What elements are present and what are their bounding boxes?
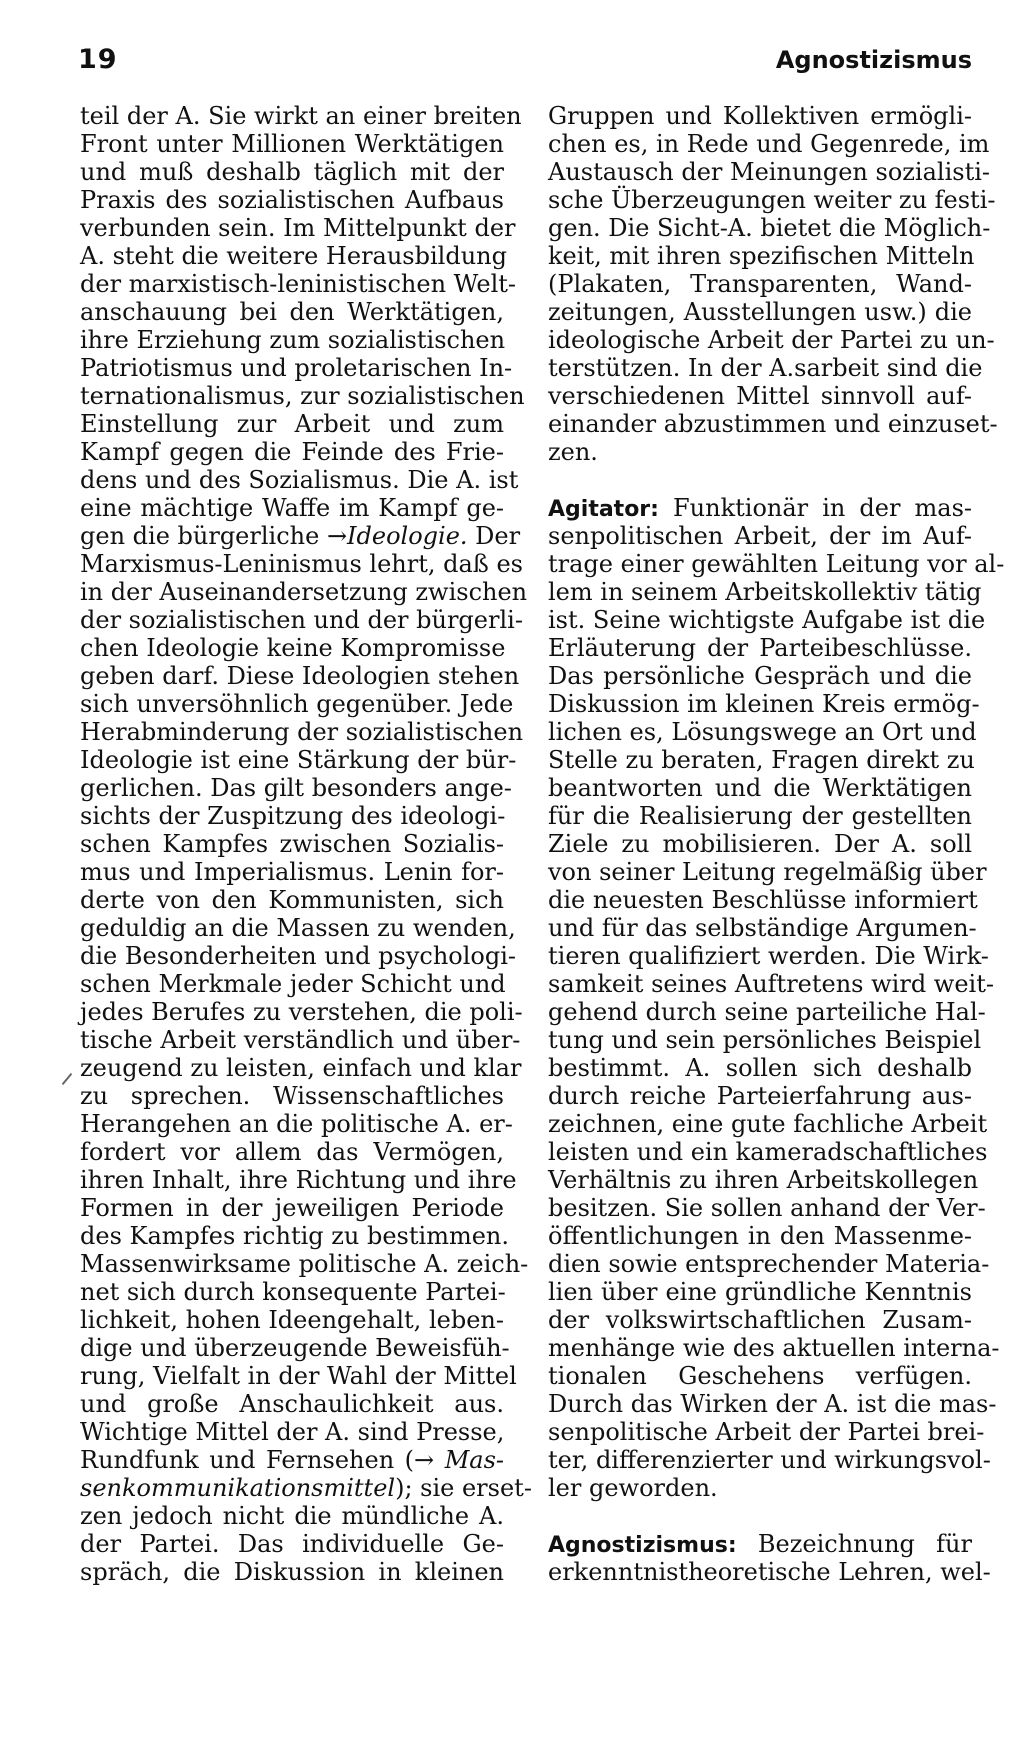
text-line: tung und sein persönliches Beispiel <box>548 1026 982 1054</box>
text-line: derte von den Kommunisten, sich <box>80 886 504 914</box>
text-line: Herabminderung der sozialistischen <box>80 718 524 746</box>
text-line: (Plakaten, Transparenten, Wand- <box>548 270 972 298</box>
entry-agnostizismus <box>548 1530 991 1586</box>
text-line: eine mächtige Waffe im Kampf ge- <box>80 494 504 522</box>
text-line: dien sowie entsprechender Materia- <box>548 1250 990 1278</box>
text-line: Verhältnis zu ihren Arbeitskollegen <box>548 1166 979 1194</box>
text-line: zen jedoch nicht die mündliche A. <box>80 1502 504 1530</box>
text-line: Erläuterung der Parteibeschlüsse. <box>548 634 972 662</box>
text-line: geben darf. Diese Ideologien stehen <box>80 662 520 690</box>
text-line: tische Arbeit verständlich und über- <box>80 1026 521 1054</box>
text-line: Praxis des sozialistischen Aufbaus <box>80 186 504 214</box>
text-line: die neuesten Beschlüsse informiert <box>548 886 978 914</box>
text-line: Formen in der jeweiligen Periode <box>80 1194 504 1222</box>
page-number: 19 <box>78 44 118 75</box>
text-line: lien über eine gründliche Kenntnis <box>548 1278 972 1306</box>
text-line: durch reiche Parteierfahrung aus- <box>548 1082 972 1110</box>
text-line: leisten und ein kameradschaftliches <box>548 1138 988 1166</box>
entry-first-line <box>548 1530 972 1558</box>
text-line: der sozialistischen und der bürgerli- <box>80 606 523 634</box>
text-line: Das persönliche Gespräch und die <box>548 662 972 690</box>
text-line: sche Überzeugungen weiter zu festi- <box>548 186 996 214</box>
text-line: der Partei. Das individuelle Ge- <box>80 1530 504 1558</box>
text-segment: ); sie erset- <box>395 1474 532 1502</box>
text-line: die Besonderheiten und psychologi- <box>80 942 517 970</box>
text-line: trage einer gewählten Leitung vor al- <box>548 550 1005 578</box>
text-line: schen Kampfes zwischen Sozialis- <box>80 830 504 858</box>
text-line: Kampf gegen die Feinde des Frie- <box>80 438 504 466</box>
text-line: erkenntnistheoretische Lehren, wel- <box>548 1558 991 1586</box>
text-line: dens und des Sozialismus. Die A. ist <box>80 466 519 494</box>
text-line: Front unter Millionen Werktätigen <box>80 130 504 158</box>
text-line: ihre Erziehung zum sozialistischen <box>80 326 506 354</box>
text-segment: gen die bürgerliche <box>80 522 327 550</box>
text-line: besitzen. Sie sollen anhand der Ver- <box>548 1194 986 1222</box>
text-line: mus und Imperialismus. Lenin for- <box>80 858 504 886</box>
text-line: zeichnen, eine gute fachliche Arbeit <box>548 1110 988 1138</box>
text-line: Einstellung zur Arbeit und zum <box>80 410 504 438</box>
text-line: ist. Seine wichtigste Aufgabe ist die <box>548 606 986 634</box>
text-line: zeitungen, Ausstellungen usw.) die <box>548 298 972 326</box>
text-line: tieren qualifiziert werden. Die Wirk- <box>548 942 989 970</box>
entry-gap <box>548 466 972 494</box>
text-line: verschiedenen Mittel sinnvoll auf- <box>548 382 972 410</box>
text-line: und muß deshalb täglich mit der <box>80 158 504 186</box>
text-line <box>80 1474 532 1502</box>
cross-reference-arrow: → <box>326 522 348 550</box>
text-line: geduldig an die Massen zu wenden, <box>80 914 516 942</box>
text-line: A. steht die weitere Herausbildung <box>80 242 507 270</box>
text-line: jedes Berufes zu verstehen, die poli- <box>80 998 523 1026</box>
entry-first-line-text: Bezeichnung für <box>736 1530 972 1558</box>
text-line: anschauung bei den Werktätigen, <box>80 298 504 326</box>
text-line: Diskussion im kleinen Kreis ermög- <box>548 690 980 718</box>
entry-agitator <box>548 494 1005 1502</box>
text-line: und für das selbständige Argumen- <box>548 914 977 942</box>
text-line: des Kampfes richtig zu bestimmen. <box>80 1222 509 1250</box>
text-line: teil der A. Sie wirkt an einer breiten <box>80 102 522 130</box>
text-line: Ziele zu mobilisieren. Der A. soll <box>548 830 972 858</box>
cross-reference-term: Ideologie. <box>347 522 468 550</box>
text-line: dige und überzeugende Beweisfüh- <box>80 1334 510 1362</box>
text-line: Herangehen an die politische A. er- <box>80 1110 513 1138</box>
text-line: chen Ideologie keine Kompromisse <box>80 634 506 662</box>
text-line: rung, Vielfalt in der Wahl der Mittel <box>80 1362 517 1390</box>
text-line: öffentlichungen in den Massenme- <box>548 1222 972 1250</box>
text-line <box>80 522 521 550</box>
right-column-intro <box>548 102 998 466</box>
text-line: zeugend zu leisten, einfach und klar <box>80 1054 522 1082</box>
text-line: lichen es, Lösungswege an Ort und <box>548 718 977 746</box>
text-line: sich unversöhnlich gegenüber. Jede <box>80 690 514 718</box>
text-line: samkeit seines Auftretens wird weit- <box>548 970 994 998</box>
text-line: menhänge wie des aktuellen interna- <box>548 1334 1000 1362</box>
text-line: senpolitische Arbeit der Partei brei- <box>548 1418 985 1446</box>
cross-reference-term: senkommunikationsmittel <box>80 1474 396 1502</box>
text-line: Wichtige Mittel der A. sind Presse, <box>80 1418 505 1446</box>
entry-body <box>548 522 1005 1502</box>
text-line: Marxismus-Leninismus lehrt, daß es <box>80 550 523 578</box>
text-line: ihren Inhalt, ihre Richtung und ihre <box>80 1166 517 1194</box>
text-line: gen. Die Sicht-A. bietet die Möglich- <box>548 214 991 242</box>
text-line: Massenwirksame politische A. zeich- <box>80 1250 529 1278</box>
text-line: bestimmt. A. sollen sich deshalb <box>548 1054 972 1082</box>
text-line: Durch das Wirken der A. ist die mas- <box>548 1390 997 1418</box>
text-line: verbunden sein. Im Mittelpunkt der <box>80 214 516 242</box>
text-line: Austausch der Meinungen sozialisti- <box>548 158 990 186</box>
text-line: lem in seinem Arbeitskollektiv tätig <box>548 578 982 606</box>
text-line: terstützen. In der A.sarbeit sind die <box>548 354 983 382</box>
entry-gap <box>548 1502 972 1530</box>
text-line: ter, differenzierter und wirkungsvol- <box>548 1446 991 1474</box>
entry-first-line-text: Funktionär in der mas- <box>658 494 972 522</box>
text-line: Patriotismus und proletarischen In- <box>80 354 513 382</box>
running-head: Agnostizismus <box>775 46 972 74</box>
text-line: spräch, die Diskussion in kleinen <box>80 1558 504 1586</box>
text-line: Stelle zu beraten, Fragen direkt zu <box>548 746 975 774</box>
text-line: gehend durch seine parteiliche Hal- <box>548 998 986 1026</box>
text-line: ler geworden. <box>548 1474 718 1502</box>
text-line: zen. <box>548 438 598 466</box>
text-line: schen Merkmale jeder Schicht und <box>80 970 506 998</box>
text-line: einander abzustimmen und einzuset- <box>548 410 998 438</box>
text-line: senpolitischen Arbeit, der im Auf- <box>548 522 972 550</box>
entry-term-agnostizismus: Agnostizismus: <box>548 1533 737 1558</box>
text-line: fordert vor allem das Vermögen, <box>80 1138 504 1166</box>
text-line: tionalen Geschehens verfügen. <box>548 1362 972 1390</box>
entry-term-agitator: Agitator: <box>548 497 659 522</box>
text-line: sichts der Zuspitzung des ideologi- <box>80 802 506 830</box>
text-line <box>80 1446 504 1474</box>
text-line: von seiner Leitung regelmäßig über <box>548 858 987 886</box>
margin-pencil-mark <box>62 1073 73 1085</box>
text-line: und große Anschaulichkeit aus. <box>80 1390 504 1418</box>
entry-first-line <box>548 494 972 522</box>
text-line: der volkswirtschaftlichen Zusam- <box>548 1306 972 1334</box>
text-line: ideologische Arbeit der Partei zu un- <box>548 326 995 354</box>
text-segment: Der <box>467 522 521 550</box>
text-line: net sich durch konsequente Partei- <box>80 1278 506 1306</box>
cross-reference-term: Mas- <box>434 1446 504 1474</box>
text-line: für die Realisierung der gestellten <box>548 802 972 830</box>
text-line: keit, mit ihren spezifischen Mitteln <box>548 242 975 270</box>
text-line: beantworten und die Werktätigen <box>548 774 972 802</box>
text-line: zu sprechen. Wissenschaftliches <box>80 1082 504 1110</box>
text-line: Gruppen und Kollektiven ermögli- <box>548 102 972 130</box>
text-segment: Rundfunk und Fernsehen ( <box>80 1446 415 1474</box>
text-line: in der Auseinandersetzung zwischen <box>80 578 528 606</box>
text-line: lichkeit, hohen Ideengehalt, leben- <box>80 1306 504 1334</box>
text-line: chen es, in Rede und Gegenrede, im <box>548 130 990 158</box>
text-line: Ideologie ist eine Stärkung der bür- <box>80 746 517 774</box>
text-line: ternationalismus, zur sozialistischen <box>80 382 525 410</box>
cross-reference-arrow: → <box>414 1446 435 1474</box>
right-column <box>548 102 1005 1586</box>
entry-body <box>548 1558 991 1586</box>
left-column <box>80 102 532 1586</box>
text-line: der marxistisch-leninistischen Welt- <box>80 270 517 298</box>
text-line: gerlichen. Das gilt besonders ange- <box>80 774 512 802</box>
